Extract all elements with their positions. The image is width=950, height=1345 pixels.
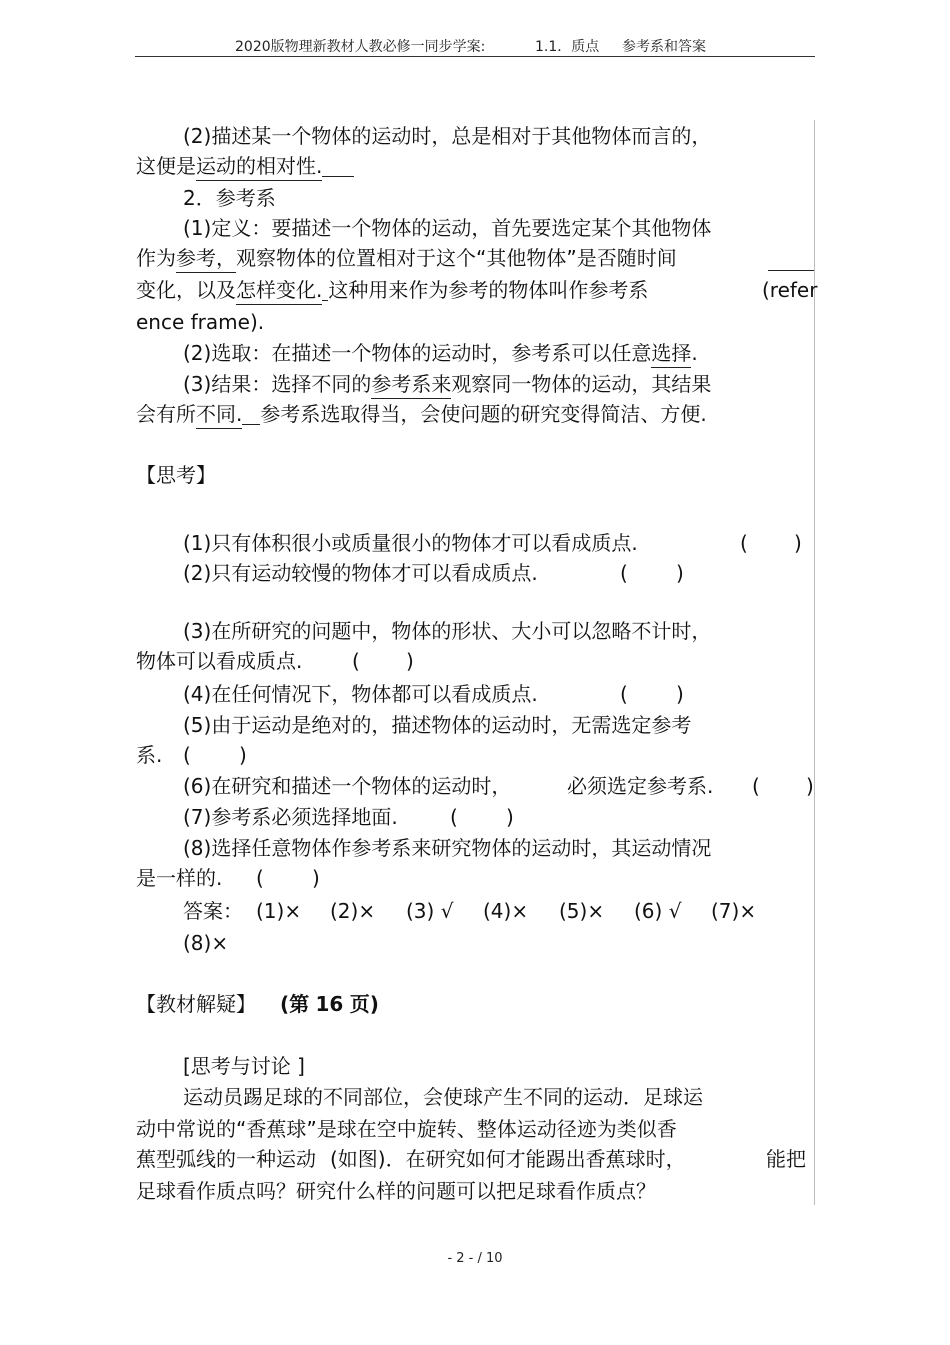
- header-section: 1.1．质点: [535, 39, 600, 55]
- text-line: (2)选取：在描述一个物体的运动时，参考系可以任意选择.: [183, 341, 698, 365]
- answer-paren-open: (: [450, 805, 458, 829]
- question-item: (6)在研究和描述一个物体的运动时，: [183, 774, 512, 798]
- page-ref-number: 16: [315, 992, 344, 1016]
- text-line: (1)定义：要描述一个物体的运动，首先要选定某个其他物体: [183, 216, 712, 240]
- answer-paren-close: ): [794, 531, 802, 555]
- answer-item: (2)×: [330, 899, 376, 923]
- text-line: ence frame).: [136, 310, 265, 334]
- question-item: (4)在任何情况下，物体都可以看成质点.: [183, 682, 538, 706]
- question-item: (7)参考系必须选择地面.: [183, 805, 398, 829]
- answer-underline: 参考，: [176, 246, 236, 270]
- text-line: (2)描述某一个物体的运动时，总是相对于其他物体而言的，: [183, 124, 712, 148]
- answer-underline: 运动的相对性.: [196, 154, 323, 178]
- header-subsection: 参考系和答案: [622, 39, 706, 55]
- answer-paren-close: ): [239, 743, 247, 767]
- answer-item: (6) √: [634, 899, 682, 923]
- question-item: 系.: [136, 743, 163, 767]
- text-line: 运动员踢足球的不同部位，会使球产生不同的运动．足球运: [183, 1085, 703, 1109]
- question-item: (3)在所研究的问题中，物体的形状、大小可以忽略不计时，: [183, 619, 712, 643]
- question-item: 是一样的.: [136, 866, 223, 890]
- section-heading: 2．参考系: [183, 186, 276, 210]
- think-heading: 【思考】: [136, 463, 216, 487]
- question-item: (2)只有运动较慢的物体才可以看成质点.: [183, 561, 538, 585]
- question-item: (5)由于运动是绝对的，描述物体的运动时，无需选定参考: [183, 713, 692, 737]
- answer-paren-open: (: [256, 866, 264, 890]
- page-header: [135, 32, 815, 57]
- answer-paren-close: ): [312, 866, 320, 890]
- answer-underline: 选择: [651, 341, 692, 365]
- answer-underline: 怎样变化.: [236, 278, 323, 302]
- text-line: (refer: [762, 278, 818, 302]
- answer-item: (5)×: [559, 899, 605, 923]
- answer-underline: 参考系来: [371, 372, 452, 396]
- answer-underline: 不同.: [196, 402, 243, 426]
- question-item: 物体可以看成质点.: [136, 649, 303, 673]
- text-line: 会有所不同. 参考系选取得当，会使问题的研究变得简洁、方便.: [136, 402, 707, 426]
- fill-blank-line: [768, 270, 814, 271]
- question-item: 必须选定参考系.: [567, 774, 714, 798]
- text-line: 能把: [766, 1147, 806, 1171]
- question-item: (8)选择任意物体作参考系来研究物体的运动时，其运动情况: [183, 836, 712, 860]
- answer-paren-close: ): [676, 561, 684, 585]
- text-line: (3)结果：选择不同的参考系来观察同一物体的运动，其结果: [183, 372, 712, 396]
- answer-paren-open: (: [620, 682, 628, 706]
- answer-item: (8)×: [183, 931, 229, 955]
- answer-paren-close: ): [806, 774, 814, 798]
- answer-item: (7)×: [711, 899, 757, 923]
- answer-item: (4)×: [483, 899, 529, 923]
- text-line: 动中常说的“香蕉球”是球在空中旋转、整体运动径迹为类似香: [136, 1117, 677, 1141]
- answer-item: (3) √: [406, 899, 454, 923]
- answer-paren-close: ): [506, 805, 514, 829]
- answer-label: 答案：: [183, 899, 243, 923]
- textbook-heading: 【教材解疑】 (第 16 页): [136, 992, 379, 1016]
- discussion-heading: [思考与讨论 ]: [183, 1054, 305, 1078]
- answer-paren-open: (: [183, 743, 191, 767]
- text-line: 变化，以及怎样变化. 这种用来作为参考的物体叫作参考系: [136, 278, 649, 302]
- header-title: 2020版物理新教材人教必修一同步学案:: [235, 39, 486, 55]
- answer-paren-close: ): [676, 682, 684, 706]
- answer-item: (1)×: [256, 899, 302, 923]
- text-line: 足球看作质点吗？研究什么样的问题可以把足球看作质点？: [136, 1179, 656, 1203]
- answer-paren-close: ): [406, 649, 414, 673]
- answer-paren-open: (: [740, 531, 748, 555]
- question-item: (1)只有体积很小或质量很小的物体才可以看成质点.: [183, 531, 638, 555]
- answer-paren-open: (: [620, 561, 628, 585]
- text-line: 这便是运动的相对性.: [136, 152, 354, 180]
- answer-paren-open: (: [752, 774, 760, 798]
- text-line: 蕉型弧线的一种运动 (如图)．在研究如何才能踢出香蕉球时，: [136, 1147, 686, 1171]
- text-line: 作为参考，观察物体的位置相对于这个“其他物体”是否随时间: [136, 246, 677, 270]
- answer-paren-open: (: [352, 649, 360, 673]
- page-number: - 2 - / 10: [447, 1251, 503, 1266]
